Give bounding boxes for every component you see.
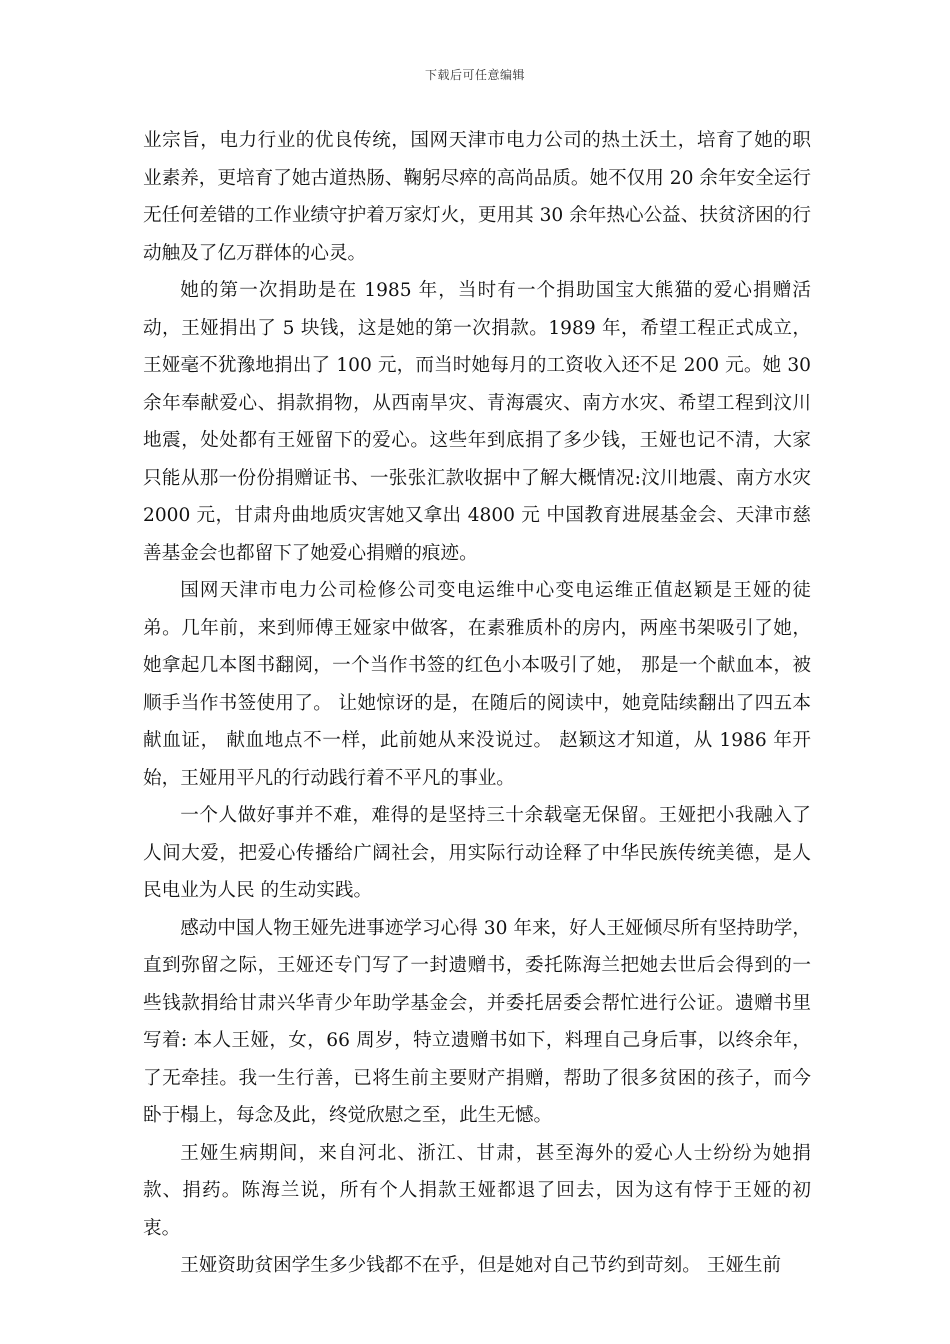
paragraph: 业宗旨，电力行业的优良传统，国网天津市电力公司的热土沃土，培育了她的职业素养，更培育了她古道热肠、鞠躬尽瘁的高尚品质。她不仅用 20 余年安全运行无任何差错的工作业绩守护着万家灯火，更用其 30 余年热心公益、扶贫济困的行动触及了亿万群体的心灵。: [143, 130, 811, 264]
paragraph: 王娅资助贫困学生多少钱都不在乎，但是她对自己节约到苛刻。 王娅生前: [180, 1255, 782, 1276]
paragraph: 一个人做好事并不难，难得的是坚持三十余载毫无保留。王娅把小我融入了人间大爱，把爱心传播给广阔社会，用实际行动诠释了中华民族传统美德，是人民电业为人民 的生动实践。: [143, 805, 811, 901]
page-header-note: 下载后可任意编辑: [424, 68, 525, 82]
paragraph: 感动中国人物王娅先进事迹学习心得 30 年来，好人王娅倾尽所有坚持助学，直到弥留之际，王娅还专门写了一封遗赠书，委托陈海兰把她去世后会得到的一些钱款捐给甘肃兴华青少年助学基金会，并委托居委会帮忙进行公证。遗赠书里写着: 本人王娅，女，66 周岁，特立遗赠书如下，料理自己身后事，以终余年，了无牵挂。我一生行善，已将生前主要财产捐赠，帮助了很多贫困的孩子，而今卧于榻上，每念及此，终觉欣慰之至，此生无憾。: [143, 917, 811, 1126]
paragraph: 王娅生病期间，来自河北、浙江、甘肃，甚至海外的爱心人士纷纷为她捐款、捐药。陈海兰说，所有个人捐款王娅都退了回去，因为这有悖于王娅的初衷。: [143, 1142, 811, 1239]
article-body: [143, 122, 811, 1285]
paragraph: 国网天津市电力公司检修公司变电运维中心变电运维正值赵颖是王娅的徒弟。几年前，来到师傅王娅家中做客，在素雅质朴的房内，两座书架吸引了她，她拿起几本图书翻阅，一个当作书签的红色小本吸引了她， 那是一个献血本，被顺手当作书签使用了。 让她惊讶的是，在随后的阅读中，她竟陆续翻出了四五本献血证， 献血地点不一样，此前她从来没说过。 赵颖这才知道，从 1986 年开始，王娅用平凡的行动践行着不平凡的事业。: [143, 580, 811, 789]
paragraph: 她的第一次捐助是在 1985 年，当时有一个捐助国宝大熊猫的爱心捐赠活动，王娅捐出了 5 块钱，这是她的第一次捐款。1989 年，希望工程正式成立，王娅毫不犹豫地捐出了 100 元，而当时她每月的工资收入还不足 200 元。她 30 余年奉献爱心、捐款捐物，从西南旱灾、青海震灾、南方水灾、希望工程到汶川地震，处处都有王娅留下的爱心。这些年到底捐了多少钱，王娅也记不清，大家只能从那一份份捐赠证书、一张张汇款收据中了解大概情况:汶川地震、南方水灾 2000 元，甘肃舟曲地质灾害她又拿出 4800 元 中国教育进展基金会、天津市慈善基金会也都留下了她爱心捐赠的痕迹。: [143, 280, 811, 564]
